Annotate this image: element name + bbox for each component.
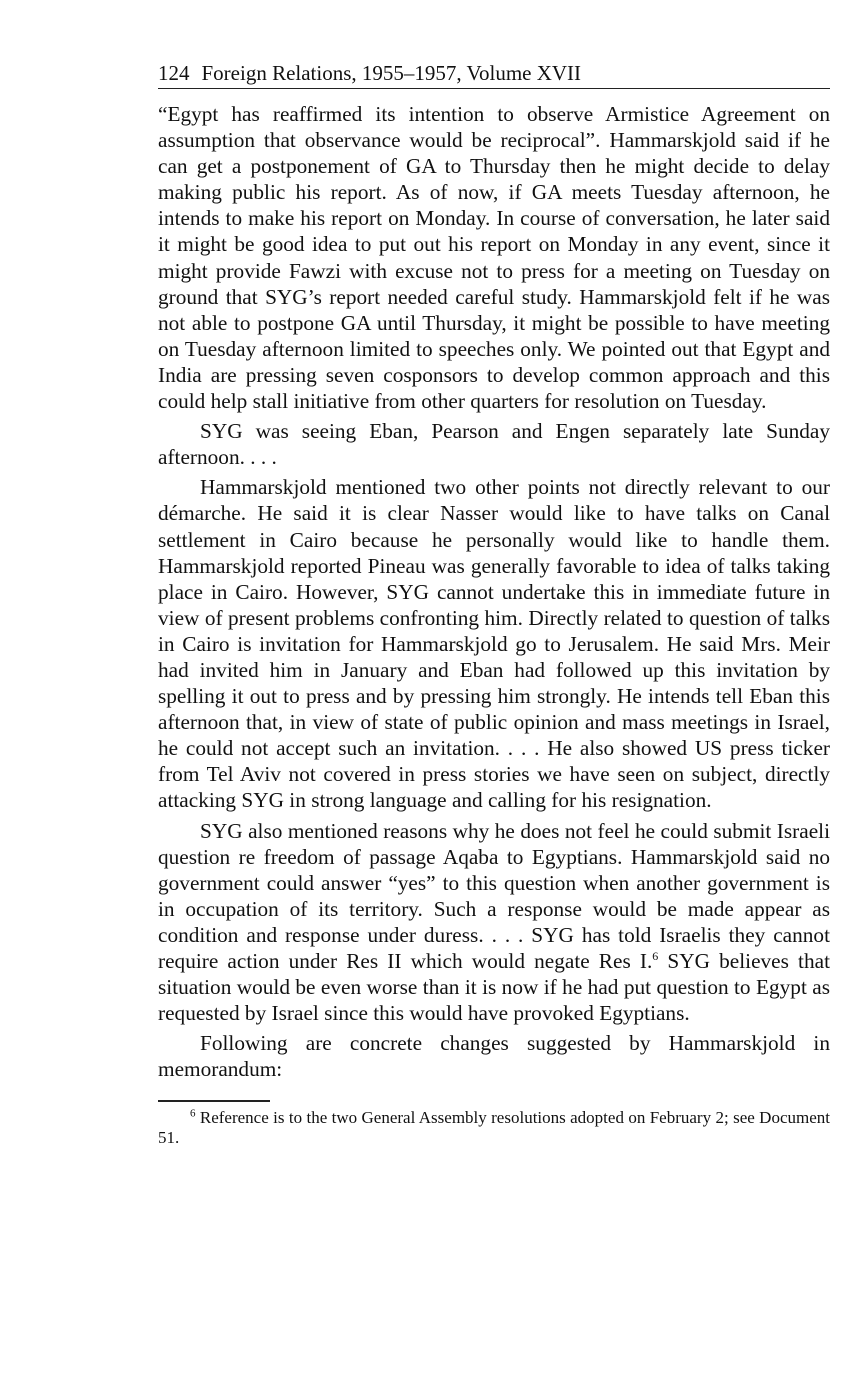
footnote-number: 6 [190, 1107, 196, 1120]
paragraph-4-text-after: SYG believes that situation would be even worse than it is now if he had put question to Egypt as requested by Israel since this would have provoked Egyptians. [158, 949, 830, 1026]
paragraph-2: SYG was seeing Eban, Pearson and Engen separately late Sunday afternoon. . . . [158, 419, 830, 470]
page-number: 124 [158, 61, 190, 85]
paragraph-4-text-before: SYG also mentioned reasons why he does not feel he could submit Israeli question re freedom of passage Aqaba to Egyptians. Hammarskjold said no government could answer “yes” to this question when another government is in occupation of its territory. Such a response would be made appear as condition and response under duress. . . . SYG has told Israelis they cannot require action under Res II which would negate Res I. [158, 818, 830, 973]
paragraph-3: Hammarskjold mentioned two other points not directly relevant to our démarche. He said it is clear Nasser would like to have talks on Canal settlement in Cairo because he personally would like to handle them. Hammarskjold reported Pineau was generally favorable to idea of talks taking place in Cairo. However, SYG cannot undertake this in immediate future in view of present problems confronting him. Directly related to question of talks in Cairo is invitation for Hammarskjold go to Jerusalem. He said Mrs. Meir had invited him in January and Eban had followed up this invitation by spelling it out to press and by pressing him strongly. He intends tell Eban this afternoon that, in view of state of public opinion and mass meetings in Israel, he could not accept such an invitation. . . . He also showed US press ticker from Tel Aviv not covered in press stories we have seen on subject, directly attacking SYG in strong language and calling for his resignation. [158, 475, 830, 813]
volume-title: Foreign Relations, 1955–1957, Volume XVII [201, 61, 582, 85]
footnote [158, 1108, 830, 1148]
paragraph-1: “Egypt has reaffirmed its intention to observe Armistice Agreement on assumption that observance would be reciprocal”. Hammarskjold said if he can get a postponement of GA to Thursday then he might decide to delay making public his report. As of now, if GA meets Tuesday afternoon, he intends to make his report on Monday. In course of conversation, he later said it might be good idea to put out his report on Monday in any event, since it might provide Fawzi with excuse not to press for a meeting on Tuesday on ground that SYG’s report needed careful study. Hammarskjold felt if he was not able to postpone GA until Thursday, it might be possible to have meeting on Tuesday afternoon limited to speeches only. We pointed out that Egypt and India are pressing seven cosponsors to develop common approach and this could help stall initiative from other quarters for resolution on Tuesday. [158, 102, 830, 414]
footnote-reference: 6 [652, 948, 659, 963]
paragraph-4 [158, 818, 830, 1027]
paragraph-5: Following are concrete changes suggested by Hammarskjold in memorandum: [158, 1031, 830, 1082]
body-text [158, 101, 830, 1082]
footnote-text: Reference is to the two General Assembly resolutions adopted on February 2; see Document 51. [158, 1108, 830, 1148]
running-header [158, 60, 830, 89]
document-page [158, 60, 830, 1148]
footnote-divider [158, 1100, 270, 1102]
